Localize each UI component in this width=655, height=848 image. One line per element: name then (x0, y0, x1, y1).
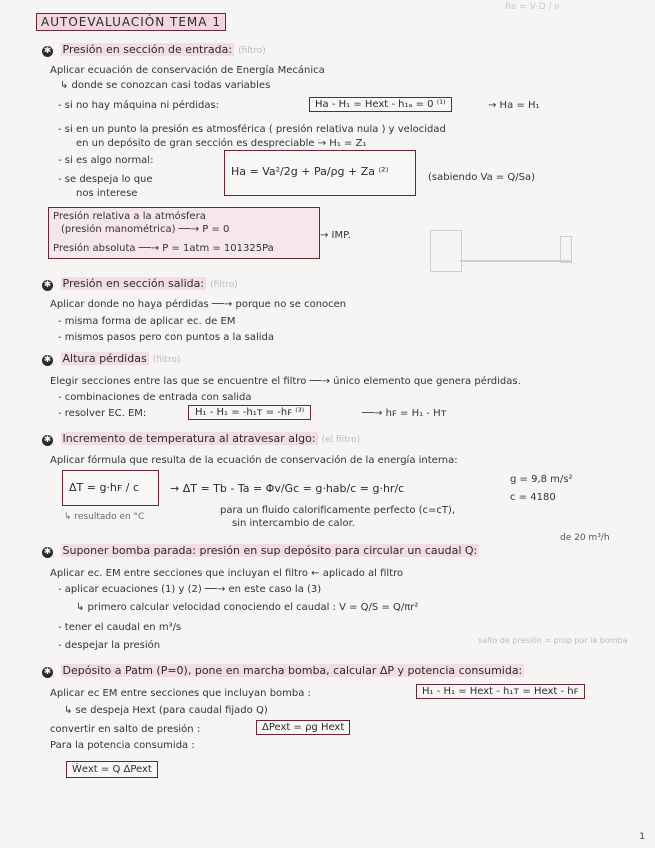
faint-note: salto de presión = prop por la bomba (478, 636, 628, 645)
text-line: ↳ se despeja Hext (para caudal fijado Q) (64, 705, 268, 716)
page-title: AUTOEVALUACIÓN TEMA 1 (36, 13, 226, 31)
section-heading-salida: ✱ Presión en sección salida: (filtro) (43, 277, 238, 290)
text-line: ↳ primero calcular velocidad conociendo el caudal : V = Q/S = Q/πr² (76, 602, 419, 613)
text-line: ──→ hꜰ = H₁ - Hᴛ (362, 408, 447, 419)
boxed-formula-5: H₁ - H₁ = Hext - h₁ᴛ = Hext - hꜰ (416, 684, 585, 699)
star-bullet-icon: ✱ (43, 435, 52, 445)
faint-pipe-sketch (460, 260, 572, 262)
section-heading-bomba-parada: ✱ Suponer bomba parada: presión en sup depósito para circular un caudal Q: (43, 544, 478, 557)
boxed-formula-1: Ha - H₁ = Hext - h₁ₐ = 0 ⁽¹⁾ (309, 97, 452, 112)
text-line: → IMP. (320, 230, 351, 241)
boxed-formula-3: H₁ - H₁ = -h₁ᴛ = -hꜰ ⁽³⁾ (188, 405, 311, 420)
text-line: Elegir secciones entre las que se encuentre el filtro ──→ único elemento que genera pérdidas. (50, 376, 521, 387)
faint-pump-sketch (560, 236, 572, 263)
faint-formula: Re = V·D / ν (505, 2, 560, 12)
text-line: ↳ resultado en °C (64, 512, 145, 522)
text-line: Aplicar fórmula que resulta de la ecuación de conservación de la energía interna: (50, 455, 458, 466)
faint-tank-sketch (430, 230, 462, 272)
section-heading-deposito: ✱ Depósito a Patm (P=0), pone en marcha bomba, calcular ΔP y potencia consumida: (43, 664, 523, 677)
text-line: - si es algo normal: (58, 155, 154, 166)
text-line: Aplicar ecuación de conservación de Energía Mecánica (50, 65, 325, 76)
text-line: ↳ donde se conozcan casi todas variables (60, 80, 271, 91)
text-line: - si no hay máquina ni pérdidas: (58, 100, 220, 111)
text-line: Para la potencia consumida : (50, 740, 195, 751)
boxed-formula-4: ΔT = g·hꜰ / c (62, 470, 159, 506)
text-line: en un depósito de gran sección es despreciable → H₁ = Z₁ (76, 138, 367, 149)
star-bullet-icon: ✱ (43, 280, 52, 290)
page-number: 1 (639, 832, 645, 842)
text-line: de 20 m³/h (560, 533, 610, 543)
boxed-formula-7: Ẇext = Q ΔPext (66, 761, 158, 778)
section-heading-temperatura: ✱ Incremento de temperatura al atravesar algo: (el filtro) (43, 432, 361, 445)
text-line: - despejar la presión (58, 640, 161, 651)
text-line: Aplicar ec. EM entre secciones que incluyan el filtro ← aplicado al filtro (50, 568, 404, 579)
text-line: - tener el caudal en m³/s (58, 622, 182, 633)
text-line: convertir en salto de presión : (50, 724, 201, 735)
text-line: nos interese (76, 188, 138, 199)
pressure-types-box: Presión relativa a la atmósfera (presión manométrica) ──→ P = 0 Presión absoluta ──→ P = 1atm = 101325Pa (48, 207, 320, 259)
text-line: Aplicar donde no haya pérdidas ──→ porque no se conocen (50, 299, 347, 310)
star-bullet-icon: ✱ (43, 355, 52, 365)
boxed-formula-2: Ha = Va²/2g + Pa/ρg + Za ⁽²⁾ (224, 150, 416, 196)
text-line: (sabiendo Va = Q/Sa) (428, 172, 536, 183)
text-line: Aplicar ec EM entre secciones que incluyan bomba : (50, 688, 311, 699)
text-line: - se despeja lo que (58, 174, 153, 185)
section-heading-altura: ✱ Altura pérdidas (filtro) (43, 352, 181, 365)
text-line: para un fluido calorificamente perfecto (c=cT), (220, 505, 456, 516)
text-line: - combinaciones de entrada con salida (58, 392, 252, 403)
text-line: c = 4180 (510, 492, 556, 503)
text-line: sin intercambio de calor. (232, 518, 355, 529)
text-line: - si en un punto la presión es atmosférica ( presión relativa nula ) y velocidad (58, 124, 446, 135)
star-bullet-icon: ✱ (43, 547, 52, 557)
star-bullet-icon: ✱ (43, 46, 52, 56)
star-bullet-icon: ✱ (43, 667, 52, 677)
text-line: - aplicar ecuaciones (1) y (2) ──→ en este caso la (3) (58, 584, 322, 595)
text-line: - resolver EC. EM: (58, 408, 147, 419)
formula-line: → ΔT = Tb - Ta = Φv/Gc = g·hab/c = g·hr/c (170, 482, 405, 495)
boxed-formula-6: ΔPext = ρg Hext (256, 720, 350, 735)
text-line: → Ha = H₁ (488, 100, 540, 111)
section-heading-entrada: ✱ Presión en sección de entrada: (filtro) (43, 43, 266, 56)
text-line: - misma forma de aplicar ec. de EM (58, 316, 236, 327)
text-line: g = 9,8 m/s² (510, 474, 573, 485)
text-line: - mismos pasos pero con puntos a la salida (58, 332, 274, 343)
